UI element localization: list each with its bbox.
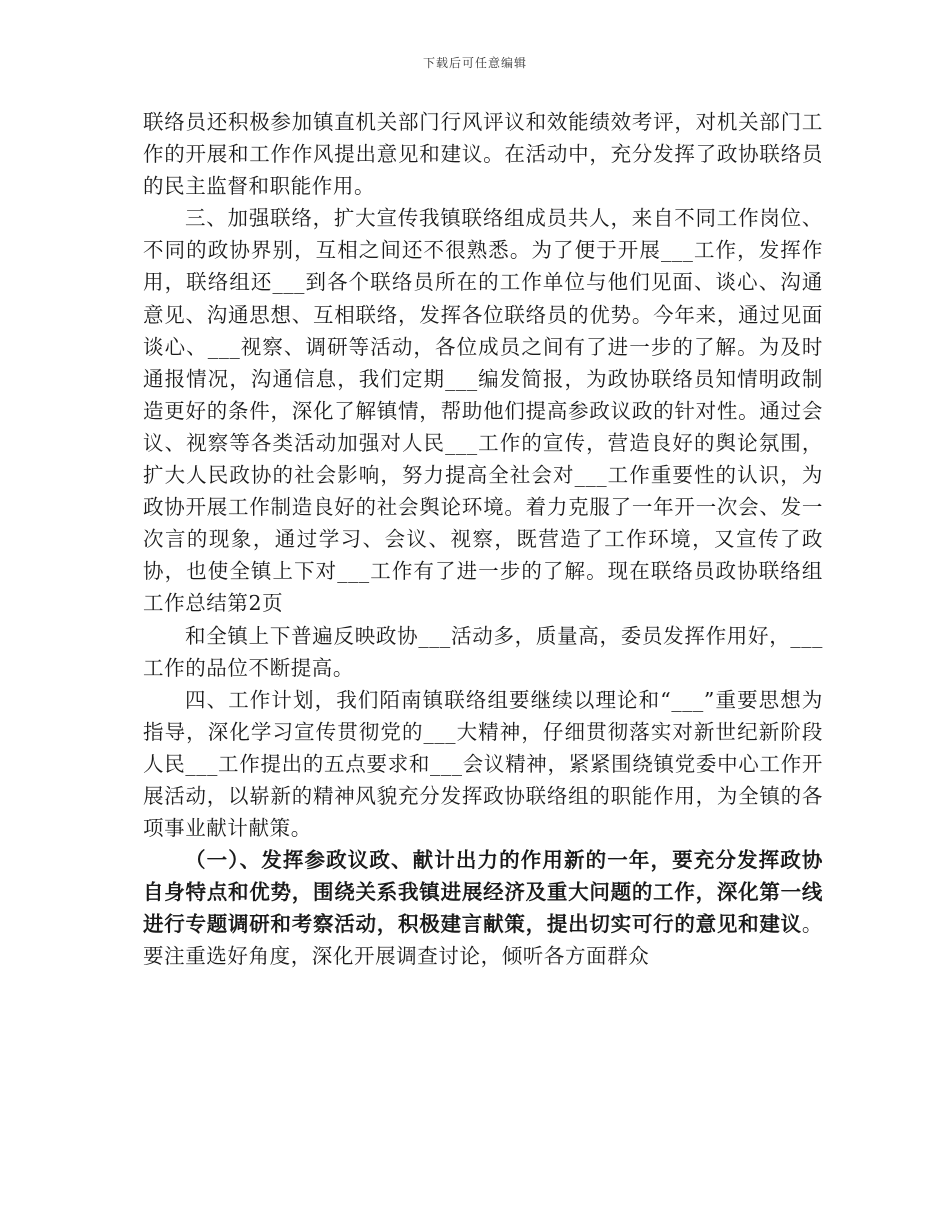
paragraph-5-text: 。要注重选好角度，深化开展调查讨论，倾听各方面群众 [143,912,823,969]
paragraph-5-bold-heading: （一）、发挥参政议政、献计出力的作用新的一年，要充分发挥政协自身特点和优势，围绕关系我镇进展经济及重大问题的工作，深化第一线进行专题调研和考察活动，积极建言献策，提出切实可行的意见和建议 [143,848,823,937]
paragraph-2: 三、加强联络，扩大宣传我镇联络组成员共人，来自不同工作岗位、不同的政协界别，互相之间还不很熟悉。为了便于开展___工作，发挥作用，联络组还___到各个联络员所在的工作单位与他们见面、谈心、沟通意见、沟通思想、互相联络，发挥各位联络员的优势。今年来，通过见面谈心、___视察、调研等活动，各位成员之间有了进一步的了解。为及时通报情况，沟通信息，我们定期___编发简报，为政协联络员知情明政制造更好的条件，深化了解镇情，帮助他们提高参政议政的针对性。通过会议、视察等各类活动加强对人民___工作的宣传，营造良好的舆论氛围，扩大人民政协的社会影响，努力提高全社会对___工作重要性的认识，为政协开展工作制造良好的社会舆论环境。着力克服了一年开一次会、发一次言的现象，通过学习、会议、视察，既营造了工作环境，又宣传了政协，也使全镇上下对___工作有了进一步的了解。现在联络员政协联络组工作总结第2页 [143,206,823,616]
paragraph-3: 和全镇上下普遍反映政协___活动多，质量高，委员发挥作用好，___工作的品位不断提高。 [143,623,823,680]
document-body [143,106,823,973]
paragraph-5 [143,844,823,972]
paragraph-1: 联络员还积极参加镇直机关部门行风评议和效能绩效考评，对机关部门工作的开展和工作作风提出意见和建议。在活动中，充分发挥了政协联络员的民主监督和职能作用。 [143,110,823,199]
page-header: 下载后可任意编辑 [422,56,527,70]
paragraph-4: 四、工作计划，我们陌南镇联络组要继续以理论和“___”重要思想为指导，深化学习宣传贯彻党的___大精神，仔细贯彻落实对新世纪新阶段人民___工作提出的五点要求和___会议精神，紧紧围绕镇党委中心工作开展活动，以崭新的精神风貌充分发挥政协联络组的职能作用，为全镇的各项事业献计献策。 [143,687,823,841]
